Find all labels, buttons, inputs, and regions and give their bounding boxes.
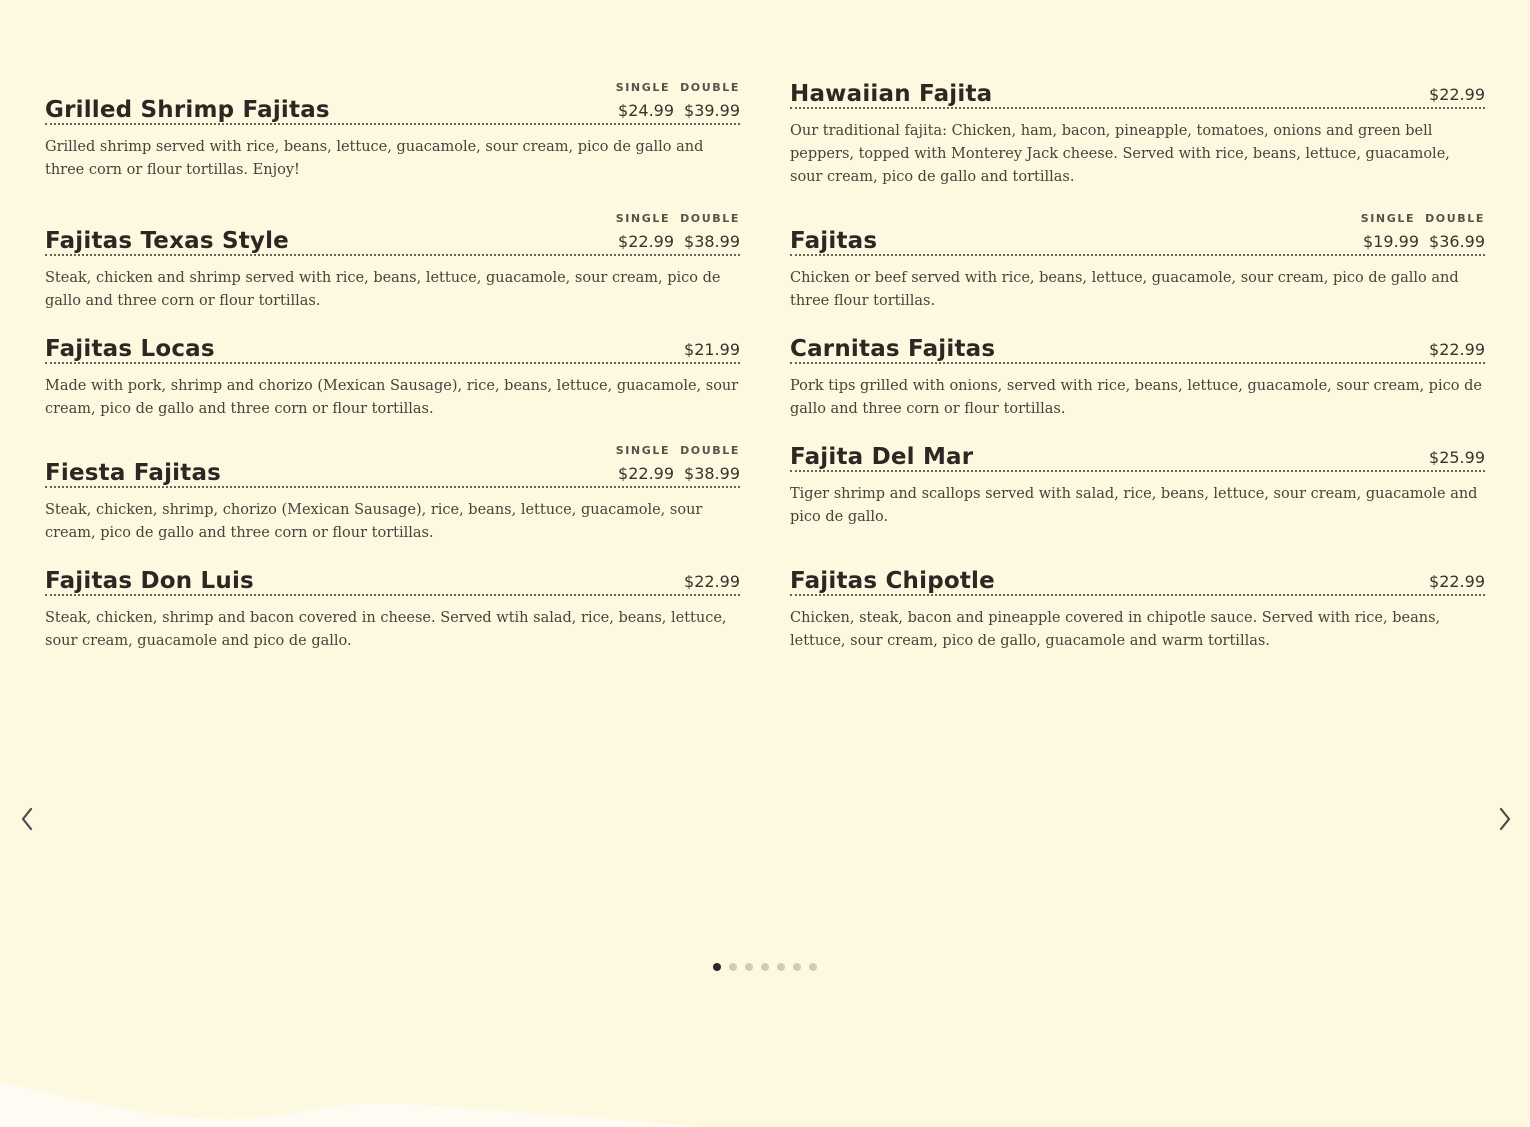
menu-item-header [45,562,740,596]
menu-item-name: Fajitas [790,228,878,254]
carousel-dot[interactable] [777,963,785,971]
chevron-left-icon [20,807,34,831]
menu-item-name: Fajitas Texas Style [45,228,289,254]
single-price: $22.99 [618,464,675,483]
menu-item-header [790,206,1485,256]
single-label: SINGLE [615,444,671,457]
price-values [606,101,740,120]
single-price: $22.99 [618,232,675,251]
menu-item [790,75,1485,189]
menu-item-name: Grilled Shrimp Fajitas [45,97,330,123]
menu-item-name: Fiesta Fajitas [45,460,222,486]
carousel-dot[interactable] [809,963,817,971]
menu-item-header [790,438,1485,472]
menu-item-description: Steak, chicken, shrimp and bacon covered in cheese. Served wtih salad, rice, beans, lettuce, sour cream, guacamole and pico de gallo. [45,610,727,649]
carousel-prev-button[interactable] [14,806,40,832]
menu-item-price: $25.99 [1429,448,1485,467]
price-block [684,340,740,359]
double-price: $38.99 [684,464,740,483]
carousel-dot[interactable] [713,963,721,971]
menu-item [45,206,740,313]
price-labels [606,212,740,225]
menu-item-header [790,330,1485,364]
double-label: DOUBLE [680,444,740,457]
menu-item-price: $21.99 [684,340,740,359]
price-block [684,572,740,591]
menu-item-description: Steak, chicken and shrimp served with rice, beans, lettuce, guacamole, sour cream, pico de gallo and three corn or flour tortillas. [45,270,721,309]
menu-item-description: Our traditional fajita: Chicken, ham, bacon, pineapple, tomatoes, onions and green bell peppers, topped with Monterey Jack cheese. Served with rice, beans, lettuce, guacamole, sour cream, pico de gallo and tortillas. [790,123,1450,185]
menu-item-name: Hawaiian Fajita [790,81,993,107]
carousel-dot[interactable] [729,963,737,971]
single-label: SINGLE [615,81,671,94]
menu-item-name: Fajitas Chipotle [790,568,995,594]
price-block [1429,572,1485,591]
menu-item [45,562,740,653]
price-values [606,464,740,483]
menu-item-description: Tiger shrimp and scallops served with salad, rice, beans, lettuce, sour cream, guacamole and pico de gallo. [790,486,1478,525]
price-values [1351,232,1485,251]
single-label: SINGLE [615,212,671,225]
menu-item-description: Made with pork, shrimp and chorizo (Mexican Sausage), rice, beans, lettuce, guacamole, sour cream, pico de gallo and three corn or flour tortillas. [45,378,739,417]
price-block [606,81,740,120]
chevron-right-icon [1498,807,1512,831]
menu-item-header [790,562,1485,596]
price-block [606,444,740,483]
menu-item [45,330,740,421]
menu-item [45,438,740,545]
price-labels [606,444,740,457]
menu-item-name: Fajita Del Mar [790,444,974,470]
menu-item [790,562,1485,653]
price-values [606,232,740,251]
menu-item-header [45,438,740,488]
menu-item [45,75,740,182]
menu-item-name: Carnitas Fajitas [790,336,996,362]
price-block [606,212,740,251]
menu-item-header [45,75,740,125]
menu-item-description: Chicken, steak, bacon and pineapple covered in chipotle sauce. Served with rice, beans, lettuce, sour cream, pico de gallo, guacamole and warm tortillas. [790,610,1441,649]
double-label: DOUBLE [1425,212,1485,225]
menu-item-name: Fajitas Don Luis [45,568,254,594]
menu-item-header [45,330,740,364]
price-labels [606,81,740,94]
menu-item-header [45,206,740,256]
price-block [1429,448,1485,467]
double-label: DOUBLE [680,81,740,94]
menu-item-name: Fajitas Locas [45,336,215,362]
menu-item-description: Chicken or beef served with rice, beans, lettuce, guacamole, sour cream, pico de gallo and three flour tortillas. [790,270,1459,309]
menu-item [790,206,1485,313]
carousel-dot[interactable] [793,963,801,971]
menu-item [790,330,1485,421]
menu-item [790,438,1485,529]
price-block [1351,212,1485,251]
decorative-wave [0,1037,1530,1127]
carousel-dot[interactable] [761,963,769,971]
menu-item-price: $22.99 [684,572,740,591]
menu-item-description: Steak, chicken, shrimp, chorizo (Mexican Sausage), rice, beans, lettuce, guacamole, sour cream, pico de gallo and three corn or flour tortillas. [45,502,703,541]
single-label: SINGLE [1360,212,1416,225]
menu-item-description: Pork tips grilled with onions, served with rice, beans, lettuce, guacamole, sour cream, pico de gallo and three corn or flour tortillas. [790,378,1482,417]
double-price: $36.99 [1429,232,1485,251]
price-block [1429,340,1485,359]
single-price: $24.99 [618,101,675,120]
double-price: $39.99 [684,101,740,120]
menu-item-description: Grilled shrimp served with rice, beans, lettuce, guacamole, sour cream, pico de gallo and three corn or flour tortillas. Enjoy! [45,139,704,178]
menu-item-price: $22.99 [1429,85,1485,104]
price-labels [1351,212,1485,225]
double-price: $38.99 [684,232,740,251]
double-label: DOUBLE [680,212,740,225]
carousel-dot[interactable] [745,963,753,971]
carousel-pagination [0,963,1530,971]
carousel-next-button[interactable] [1492,806,1518,832]
price-block [1429,85,1485,104]
single-price: $19.99 [1363,232,1420,251]
menu-item-price: $22.99 [1429,340,1485,359]
menu-item-header [790,75,1485,109]
menu-item-price: $22.99 [1429,572,1485,591]
